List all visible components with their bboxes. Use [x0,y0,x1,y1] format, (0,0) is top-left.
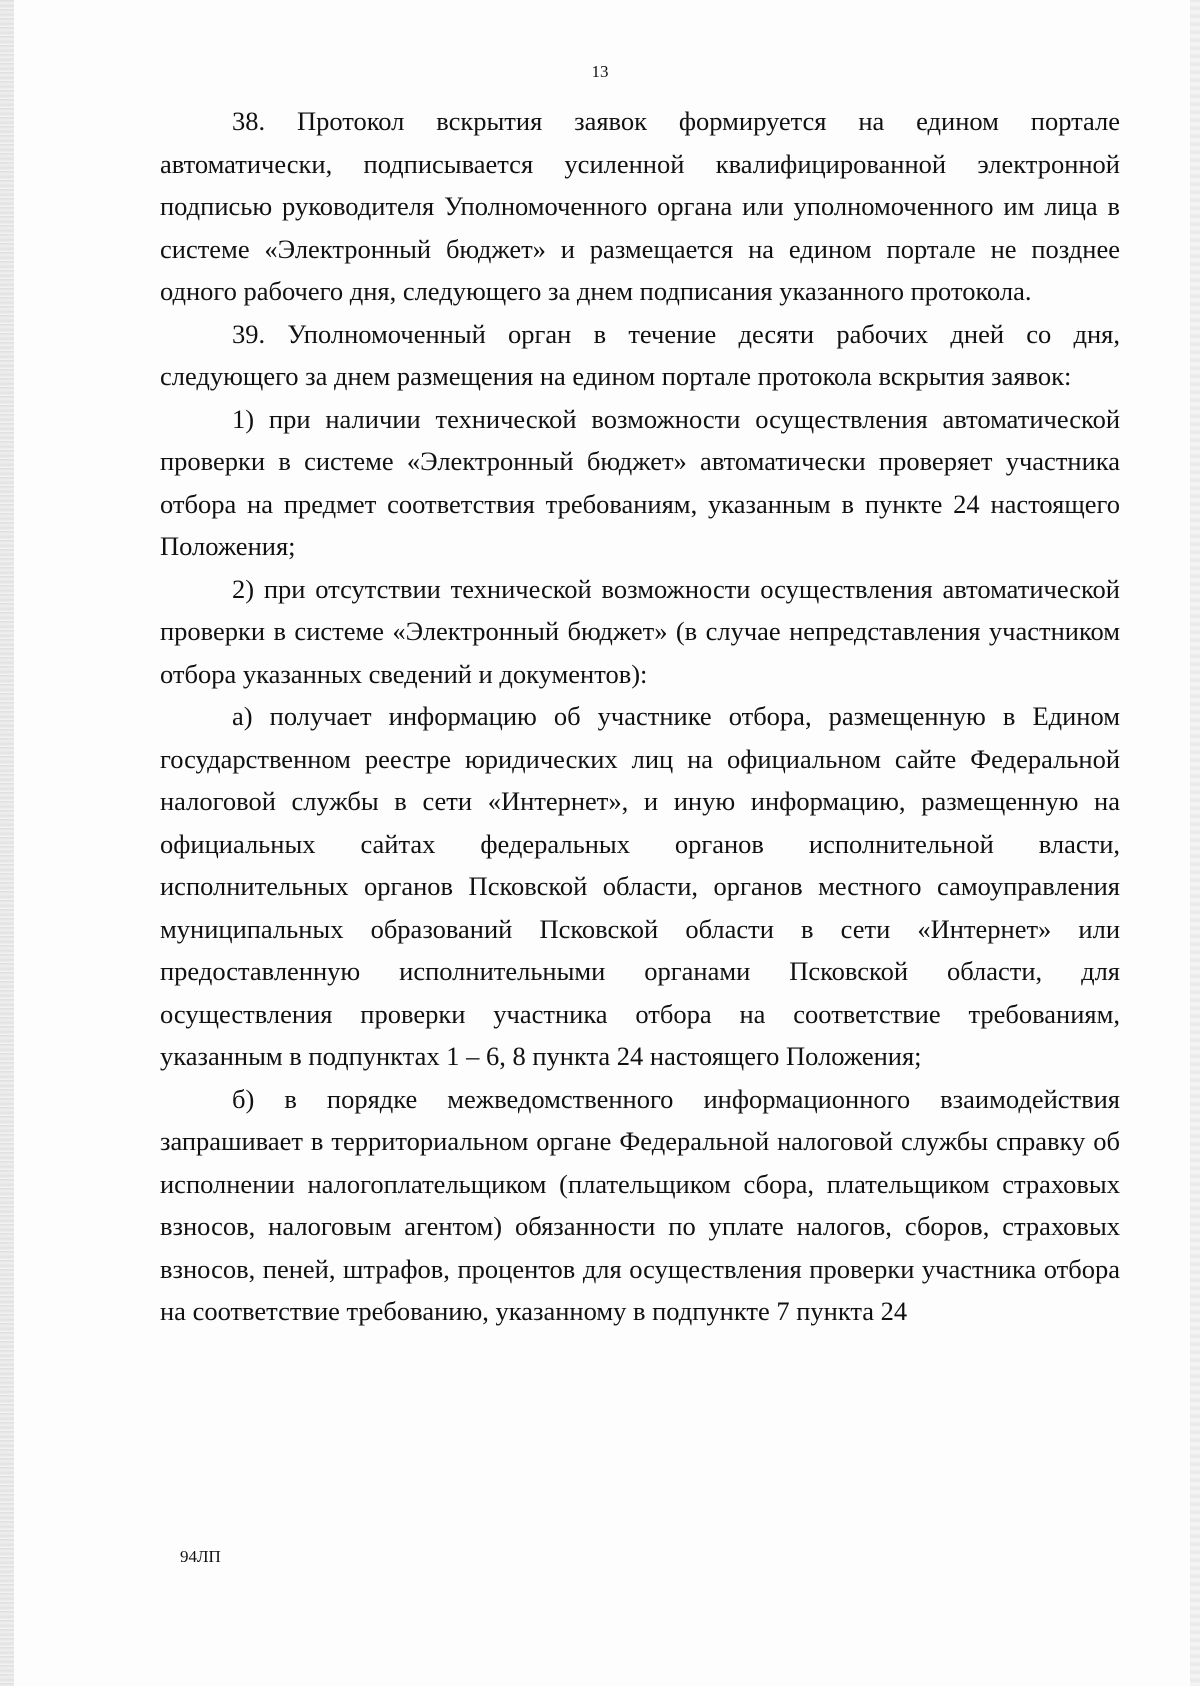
subitem-a: а) получает информацию об участнике отбора, размещенную в Едином государственном реестре юридических лиц на официальном сайте Федеральной налоговой службы в сети «Интернет», и иную информацию, размещенную на официальных сайтах федеральных органов исполнительной власти, исполнительных органов Псковской области, органов местного самоуправления муниципальных образований Псковской области в сети «Интернет» или предоставленную исполнительными органами Псковской области, для осуществления проверки участника отбора на соответствие требованиям, указанным в подпунктах 1 – 6, 8 пункта 24 настоящего Положения; [160,701,1120,1071]
subitem-b: б) в порядке межведомственного информационного взаимодействия запрашивает в территориальном органе Федеральной налоговой службы справку об исполнении налогоплательщиком (плательщиком сбора, плательщиком страховых взносов, налоговым агентом) обязанности по уплате налогов, сборов, страховых взносов, пеней, штрафов, процентов для осуществления проверки участника отбора на соответствие требованию, указанному в подпункте 7 пункта 24 [160,1083,1120,1326]
scan-edge-right [1190,0,1200,1686]
document-code: 94ЛП [180,1547,221,1566]
paragraph-38: 38. Протокол вскрытия заявок формируется на едином портале автоматически, подписывается усиленной квалифицированной электронной подписью руководителя Уполномоченного органа или уполномоченного им лица в системе «Электронный бюджет» и размещается на едином портале не позднее одного рабочего дня, следующего за днем подписания указанного протокола. [160,106,1120,306]
document-body [160,100,1120,1333]
subitem-2: 2) при отсутствии технической возможности осуществления автоматической проверки в системе «Электронный бюджет» (в случае непредставления участником отбора указанных сведений и документов): [160,573,1120,689]
page-number: 13 [591,62,609,81]
scan-edge-left [0,0,14,1686]
paragraph-39: 39. Уполномоченный орган в течение десяти рабочих дней со дня, следующего за днем размещения на едином портале протокола вскрытия заявок: [160,318,1120,391]
subitem-1: 1) при наличии технической возможности осуществления автоматической проверки в системе «Электронный бюджет» автоматически проверяет участника отбора на предмет соответствия требованиям, указанным в пункте 24 настоящего Положения; [160,403,1120,561]
